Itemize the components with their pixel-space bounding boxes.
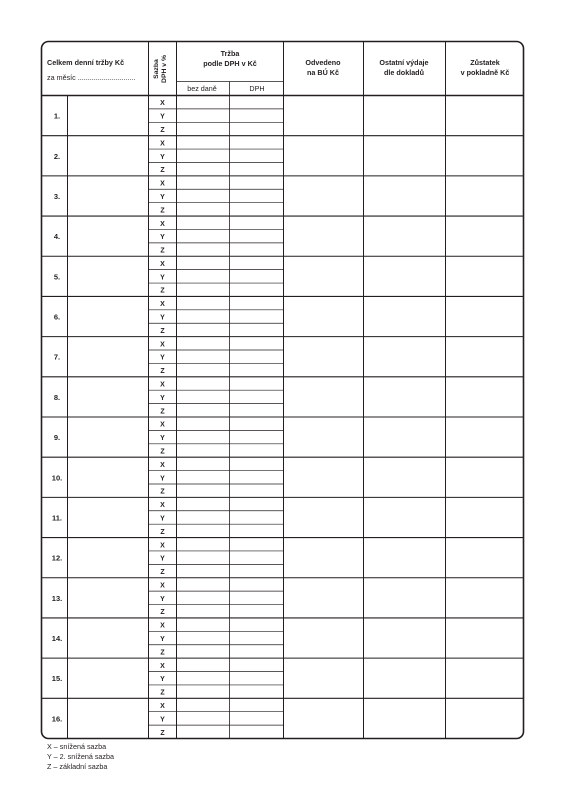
rate-code: X — [160, 622, 165, 630]
rate-legend — [47, 742, 114, 772]
rate-code: Z — [160, 448, 165, 456]
legend-z: Z – základní sazba — [47, 762, 108, 771]
balance-label-line1: Zůstatek — [470, 58, 500, 67]
day-number: 2. — [53, 151, 61, 161]
rate-code: Z — [160, 649, 165, 657]
day-number: 14. — [51, 634, 63, 644]
rate-code: Z — [160, 689, 165, 697]
legend-y: Y – 2. snížená sazba — [47, 752, 114, 761]
rate-code: Z — [160, 327, 165, 335]
rate-code: Z — [160, 609, 165, 617]
day-number: 5. — [53, 272, 61, 282]
rate-code: Y — [160, 595, 165, 603]
day-number: 12. — [51, 553, 63, 563]
day-number: 8. — [53, 392, 61, 402]
day-number: 7. — [53, 352, 61, 362]
table-grid — [42, 42, 524, 739]
vat-rate-label-line1: Sazba — [153, 59, 160, 79]
rate-code: Y — [160, 314, 165, 322]
rate-code: Z — [160, 729, 165, 737]
rate-code: Y — [160, 555, 165, 563]
rate-code: Y — [160, 716, 165, 724]
rate-code: Z — [160, 247, 165, 255]
rate-code: Y — [160, 234, 165, 242]
rate-code: X — [160, 260, 165, 268]
transferred-label-line1: Odvedeno — [305, 58, 341, 67]
rate-code: X — [160, 180, 165, 188]
rate-code: X — [160, 140, 165, 148]
rate-code: Y — [160, 676, 165, 684]
daily-total-label: Celkem denní tržby Kč — [47, 58, 125, 67]
rate-code: X — [160, 502, 165, 510]
rate-code: Y — [160, 153, 165, 161]
rate-code: Z — [160, 528, 165, 536]
day-number: 1. — [53, 111, 61, 121]
rate-code: Z — [160, 287, 165, 295]
table-header — [47, 49, 509, 93]
day-number: 9. — [53, 433, 61, 443]
rate-code: Y — [160, 113, 165, 121]
rate-code: X — [160, 341, 165, 349]
rate-code: X — [160, 220, 165, 228]
day-number: 4. — [53, 232, 61, 242]
rate-code: X — [160, 662, 165, 670]
rate-code: Z — [160, 126, 165, 134]
rate-code: Y — [160, 636, 165, 644]
rate-code: X — [160, 301, 165, 309]
vat-amount-label: DPH — [249, 84, 265, 93]
rate-code: X — [160, 461, 165, 469]
rate-code: Z — [160, 167, 165, 175]
other-expenses-label-line1: Ostatní výdaje — [379, 58, 429, 67]
rate-code: Y — [160, 274, 165, 282]
rate-code: Y — [160, 354, 165, 362]
rate-code: Z — [160, 408, 165, 416]
rate-code: X — [160, 582, 165, 590]
day-number: 10. — [51, 473, 63, 483]
other-expenses-label-line2: dle dokladů — [384, 68, 424, 77]
day-number: 15. — [51, 674, 63, 684]
rate-code: X — [160, 703, 165, 711]
rate-code: Y — [160, 394, 165, 402]
vat-rate-label-line2: DPH v % — [161, 55, 168, 83]
rate-code: Y — [160, 475, 165, 483]
legend-x: X – snížená sazba — [47, 742, 107, 751]
rate-code: Y — [160, 193, 165, 201]
rate-code: Z — [160, 368, 165, 376]
day-number: 3. — [53, 191, 61, 201]
revenue-label-line2: podle DPH v Kč — [203, 59, 257, 68]
rate-code: Z — [160, 207, 165, 215]
balance-label-line2: v pokladně Kč — [460, 68, 510, 77]
rate-code: X — [160, 542, 165, 550]
rate-code: Z — [160, 488, 165, 496]
day-number: 16. — [51, 714, 63, 724]
day-number: 11. — [51, 513, 63, 523]
transferred-label-line2: na BÚ Kč — [307, 68, 339, 77]
revenue-label-line1: Tržba — [220, 49, 240, 58]
day-number: 13. — [51, 593, 63, 603]
rate-code: Y — [160, 435, 165, 443]
rate-code: Z — [160, 569, 165, 577]
day-number: 6. — [53, 312, 61, 322]
without-tax-label: bez daně — [187, 84, 217, 93]
rate-code: X — [160, 100, 165, 108]
rate-code: X — [160, 381, 165, 389]
rate-code: X — [160, 421, 165, 429]
rate-code: Y — [160, 515, 165, 523]
month-label: za měsíc ............................. — [47, 73, 136, 82]
